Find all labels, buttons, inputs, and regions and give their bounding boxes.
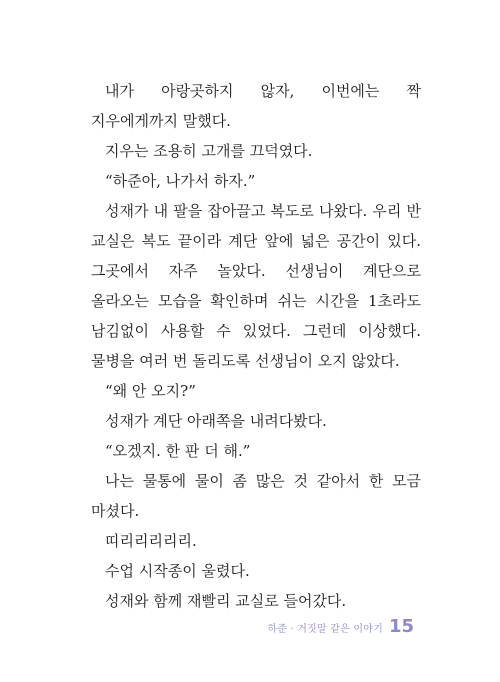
paragraph: 띠리리리리리. (105, 532, 197, 550)
body-text (91, 76, 421, 616)
paragraph: “오겠지. 한 판 더 해.” (105, 442, 251, 460)
running-title: 하준 · 거짓말 같은 이야기 (267, 624, 383, 635)
paragraph: 수업 시작종이 울렸다. (105, 562, 250, 580)
paragraph: 성재가 내 팔을 잡아끌고 복도로 나왔다. 우리 반 교실은 복도 끝이라 계단 앞에 넓은 공간이 있다. 그곳에서 자주 놀았다. 선생님이 계단으로 올라오는 모습을 확인하며 쉬는 시간을 1초라도 남김없이 사용할 수 있었다. 그런데 이상했다. 물병을 여러 번 돌리도록 선생님이 오지 않았다. (91, 202, 421, 370)
page-number: 15 (388, 616, 414, 637)
paragraph: “하준아, 나가서 하자.” (105, 172, 256, 190)
running-footer (267, 616, 414, 637)
paragraph: 지우는 조용히 고개를 끄덕였다. (105, 142, 313, 160)
paragraph: 성재가 계단 아래쪽을 내려다봤다. (105, 412, 327, 430)
paragraph: 성재와 함께 재빨리 교실로 들어갔다. (105, 592, 347, 610)
paragraph: 나는 물통에 물이 좀 많은 것 같아서 한 모금 마셨다. (91, 472, 421, 520)
paragraph: “왜 안 오지?” (105, 382, 196, 400)
paragraph: 내가 아랑곳하지 않자, 이번에는 짝 지우에게까지 말했다. (91, 82, 421, 130)
